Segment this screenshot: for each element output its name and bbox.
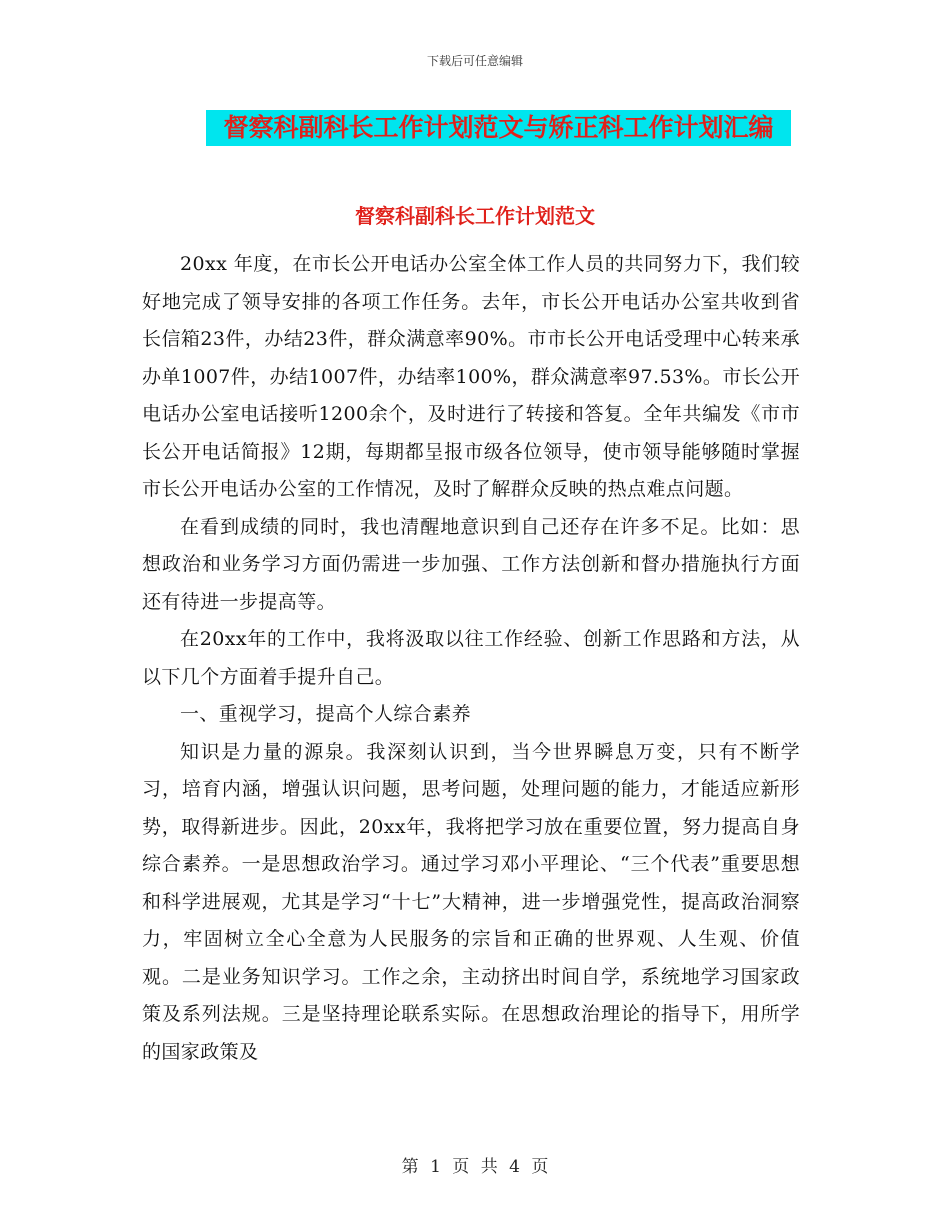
page-header-note: 下载后可任意编辑 [426,54,523,68]
document-title: 督察科副科长工作计划范文与矫正科工作计划汇编 [223,113,774,142]
paragraph: 20xx 年度，在市长公开电话办公室全体工作人员的共同努力下，我们较好地完成了领导安排的各项工作任务。去年，市长公开电话办公室共收到省长信箱23件，办结23件，群众满意率90%。市市长公开电话受理中心转来承办单1007件，办结1007件，办结率100%，群众满意率97.53%。市长公开电话办公室电话接听1200余个，及时进行了转接和答复。全年共编发《市市长公开电话简报》12期，每期都呈报市级各位领导，使市领导能够随时掌握市长公开电话办公室的工作情况，及时了解群众反映的热点难点问题。 [142,253,800,500]
document-body [142,246,800,1071]
paragraph: 在20xx年的工作中，我将汲取以往工作经验、创新工作思路和方法，从以下几个方面着手提升自己。 [142,628,800,688]
page-number-footer: 第 1 页 共 4 页 [401,1157,549,1177]
paragraph: 在看到成绩的同时，我也清醒地意识到自己还存在许多不足。比如：思想政治和业务学习方面仍需进一步加强、工作方法创新和督办措施执行方面还有待进一步提高等。 [142,515,800,613]
paragraph: 知识是力量的源泉。我深刻认识到，当今世界瞬息万变，只有不断学习，培育内涵，增强认识问题，思考问题，处理问题的能力，才能适应新形势，取得新进步。因此，20xx年，我将把学习放在重要位置，努力提高自身综合素养。一是思想政治学习。通过学习邓小平理论、“三个代表”重要思想和科学进展观，尤其是学习“十七”大精神，进一步增强党性，提高政治洞察力，牢固树立全心全意为人民服务的宗旨和正确的世界观、人生观、价值观。二是业务知识学习。工作之余，主动挤出时间自学，系统地学习国家政策及系列法规。三是坚持理论联系实际。在思想政治理论的指导下，用所学的国家政策及 [142,740,800,1063]
section-heading: 一、重视学习，提高个人综合素养 [180,703,472,725]
document-title-highlight [206,110,791,146]
section-title: 督察科副科长工作计划范文 [355,204,595,228]
